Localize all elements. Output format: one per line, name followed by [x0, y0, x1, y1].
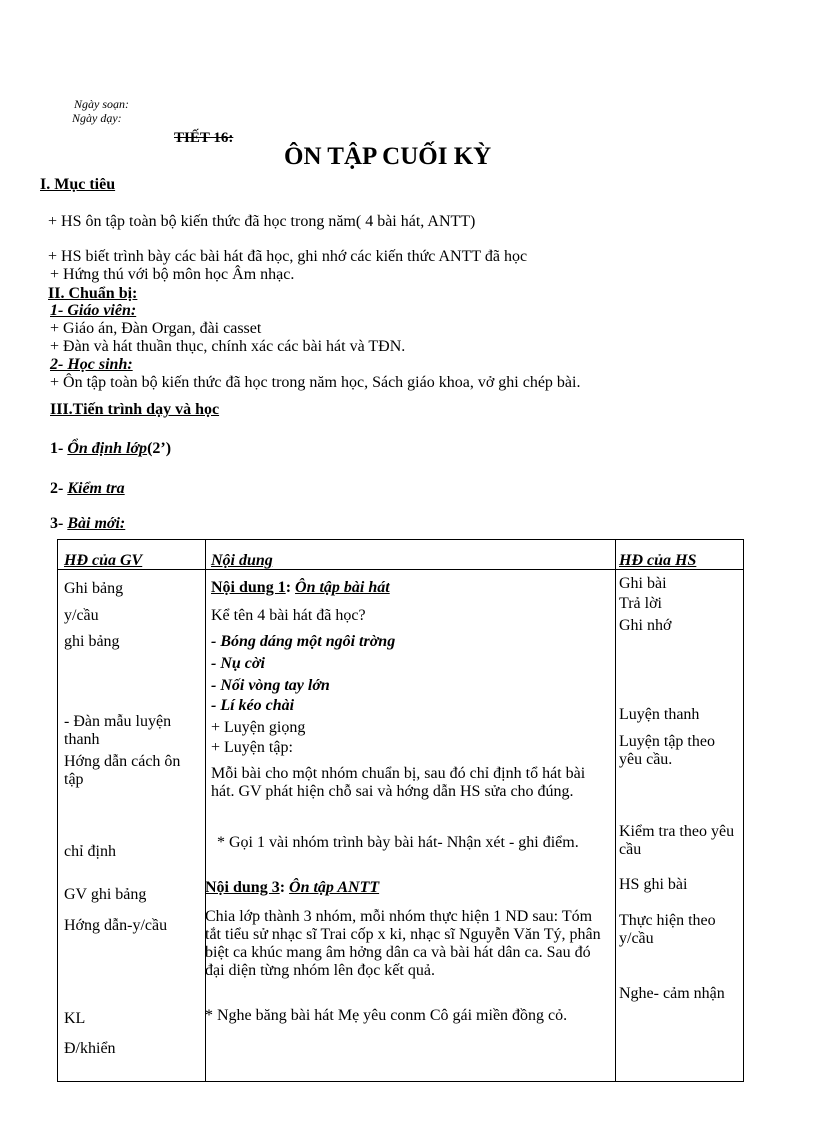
gv-cell: ghi bảng: [64, 633, 120, 650]
step-stabilize: [50, 440, 171, 458]
content-paragraph: Chia lớp thành 3 nhóm, mỗi nhóm thực hiện 1 ND sau: Tóm tắt tiểu sử nhạc sĩ Trai cốp x ki, nhạc sĩ Nguyễn Văn Tý, phân biệt ca khúc mang âm hởng dân ca và bài hát dân ca. Sau đó đại diện từng nhóm lên đọc kết quả.: [205, 908, 601, 979]
teacher-item: + Giáo án, Đàn Organ, đài casset: [50, 320, 262, 337]
content-1-sep: :: [285, 579, 296, 596]
step-new-lesson: [50, 515, 125, 533]
student-heading: 2- Học sinh:: [50, 356, 133, 373]
teacher-heading: 1- Giáo viên:: [50, 302, 137, 319]
content-paragraph: Mỗi bài cho một nhóm chuẩn bị, sau đó chỉ định tổ hát bài hát. GV phát hiện chỗ sai và hớng dẫn HS sửa cho đúng.: [211, 765, 586, 800]
section-preparation-heading: II. Chuẩn bị:: [48, 285, 138, 302]
teacher-item: + Đàn và hát thuần thục, chính xác các bài hát và TĐN.: [50, 338, 406, 355]
song-item: - Nụ cời: [211, 655, 265, 672]
objective-item: + HS ôn tập toàn bộ kiến thức đã học trong năm( 4 bài hát, ANTT): [48, 213, 476, 230]
gv-cell: Hớng dẫn-y/cầu: [64, 917, 168, 934]
gv-cell: y/cầu: [64, 607, 99, 624]
content-1-label: Nội dung 1: [211, 579, 286, 596]
step-number: 1-: [50, 440, 68, 457]
hs-cell: HS ghi bài: [619, 876, 688, 893]
content-3-label: Nội dung 3: [205, 879, 280, 896]
step-label: Ổn định lớp: [67, 440, 148, 457]
section-process-heading: III.Tiến trình dạy và học: [50, 401, 220, 418]
page-title: ÔN TẬP CUỐI KỲ: [284, 143, 492, 170]
lesson-number: TIẾT 16:: [174, 130, 234, 146]
content-1-title: Ôn tập bài hát: [295, 579, 390, 596]
hs-cell: Nghe- cảm nhận: [619, 985, 725, 1002]
hs-cell: Kiểm tra theo yêu cầu: [619, 823, 735, 858]
hs-cell: Ghi nhớ: [619, 617, 672, 634]
song-item: - Bóng dáng một ngôi trờng: [211, 633, 396, 650]
lesson-table: [57, 539, 744, 1082]
song-item: - Lí kéo chài: [211, 697, 295, 714]
step-label: Kiểm tra: [67, 480, 125, 497]
ngay-soan-label: Ngày soạn:: [74, 97, 129, 111]
content-1-heading: [211, 579, 390, 597]
content-paragraph: * Nghe băng bài hát Mẹ yêu conm Cô gái miền đồng cỏ.: [205, 1007, 568, 1024]
step-label: Bài mới:: [67, 515, 126, 532]
step-check: [50, 480, 125, 498]
gv-cell: Hớng dẫn cách ôn tập: [64, 753, 181, 788]
student-item: + Ôn tập toàn bộ kiến thức đã học trong năm học, Sách giáo khoa, vở ghi chép bài.: [50, 374, 581, 391]
column-divider: [615, 540, 616, 1081]
gv-cell: Đ/khiển: [64, 1040, 116, 1057]
gv-cell: chỉ định: [64, 843, 116, 860]
header-teacher-activity: HĐ của GV: [64, 552, 143, 569]
column-divider: [205, 540, 206, 1081]
objective-item: + HS biết trình bày các bài hát đã học, ghi nhớ các kiến thức ANTT đã học: [48, 248, 528, 265]
gv-cell: Ghi bảng: [64, 580, 124, 597]
content-3-heading: [205, 879, 379, 897]
section-objectives-heading: I. Mục tiêu: [40, 176, 116, 193]
hs-cell: Luyện thanh: [619, 706, 700, 723]
gv-cell: - Đàn mẫu luyện thanh: [64, 713, 172, 748]
gv-cell: GV ghi bảng: [64, 886, 147, 903]
step-duration: (2’): [147, 440, 172, 457]
ngay-day-label: Ngày dạy:: [72, 111, 122, 125]
header-content: Nội dung: [211, 552, 273, 569]
song-item: - Nối vòng tay lớn: [211, 677, 330, 694]
content-paragraph: * Gọi 1 vài nhóm trình bày bài hát- Nhận xét - ghi điểm.: [217, 834, 579, 851]
header-student-activity: HĐ của HS: [619, 552, 697, 569]
content-line: + Luyện giọng: [211, 719, 306, 736]
hs-cell: Luyện tập theo yêu cầu.: [619, 733, 715, 768]
content-3-title: Ôn tập ANTT: [289, 879, 380, 896]
hs-cell: Thực hiện theo y/cầu: [619, 912, 716, 947]
hs-cell: Ghi bài: [619, 575, 667, 592]
content-3-sep: :: [279, 879, 290, 896]
step-number: 3-: [50, 515, 68, 532]
objective-item: + Hứng thú với bộ môn học Âm nhạc.: [50, 266, 295, 283]
content-question: Kể tên 4 bài hát đã học?: [211, 607, 366, 624]
content-line: + Luyện tập:: [211, 739, 293, 756]
step-number: 2-: [50, 480, 68, 497]
hs-cell: Trả lời: [619, 595, 662, 612]
gv-cell: KL: [64, 1010, 86, 1027]
